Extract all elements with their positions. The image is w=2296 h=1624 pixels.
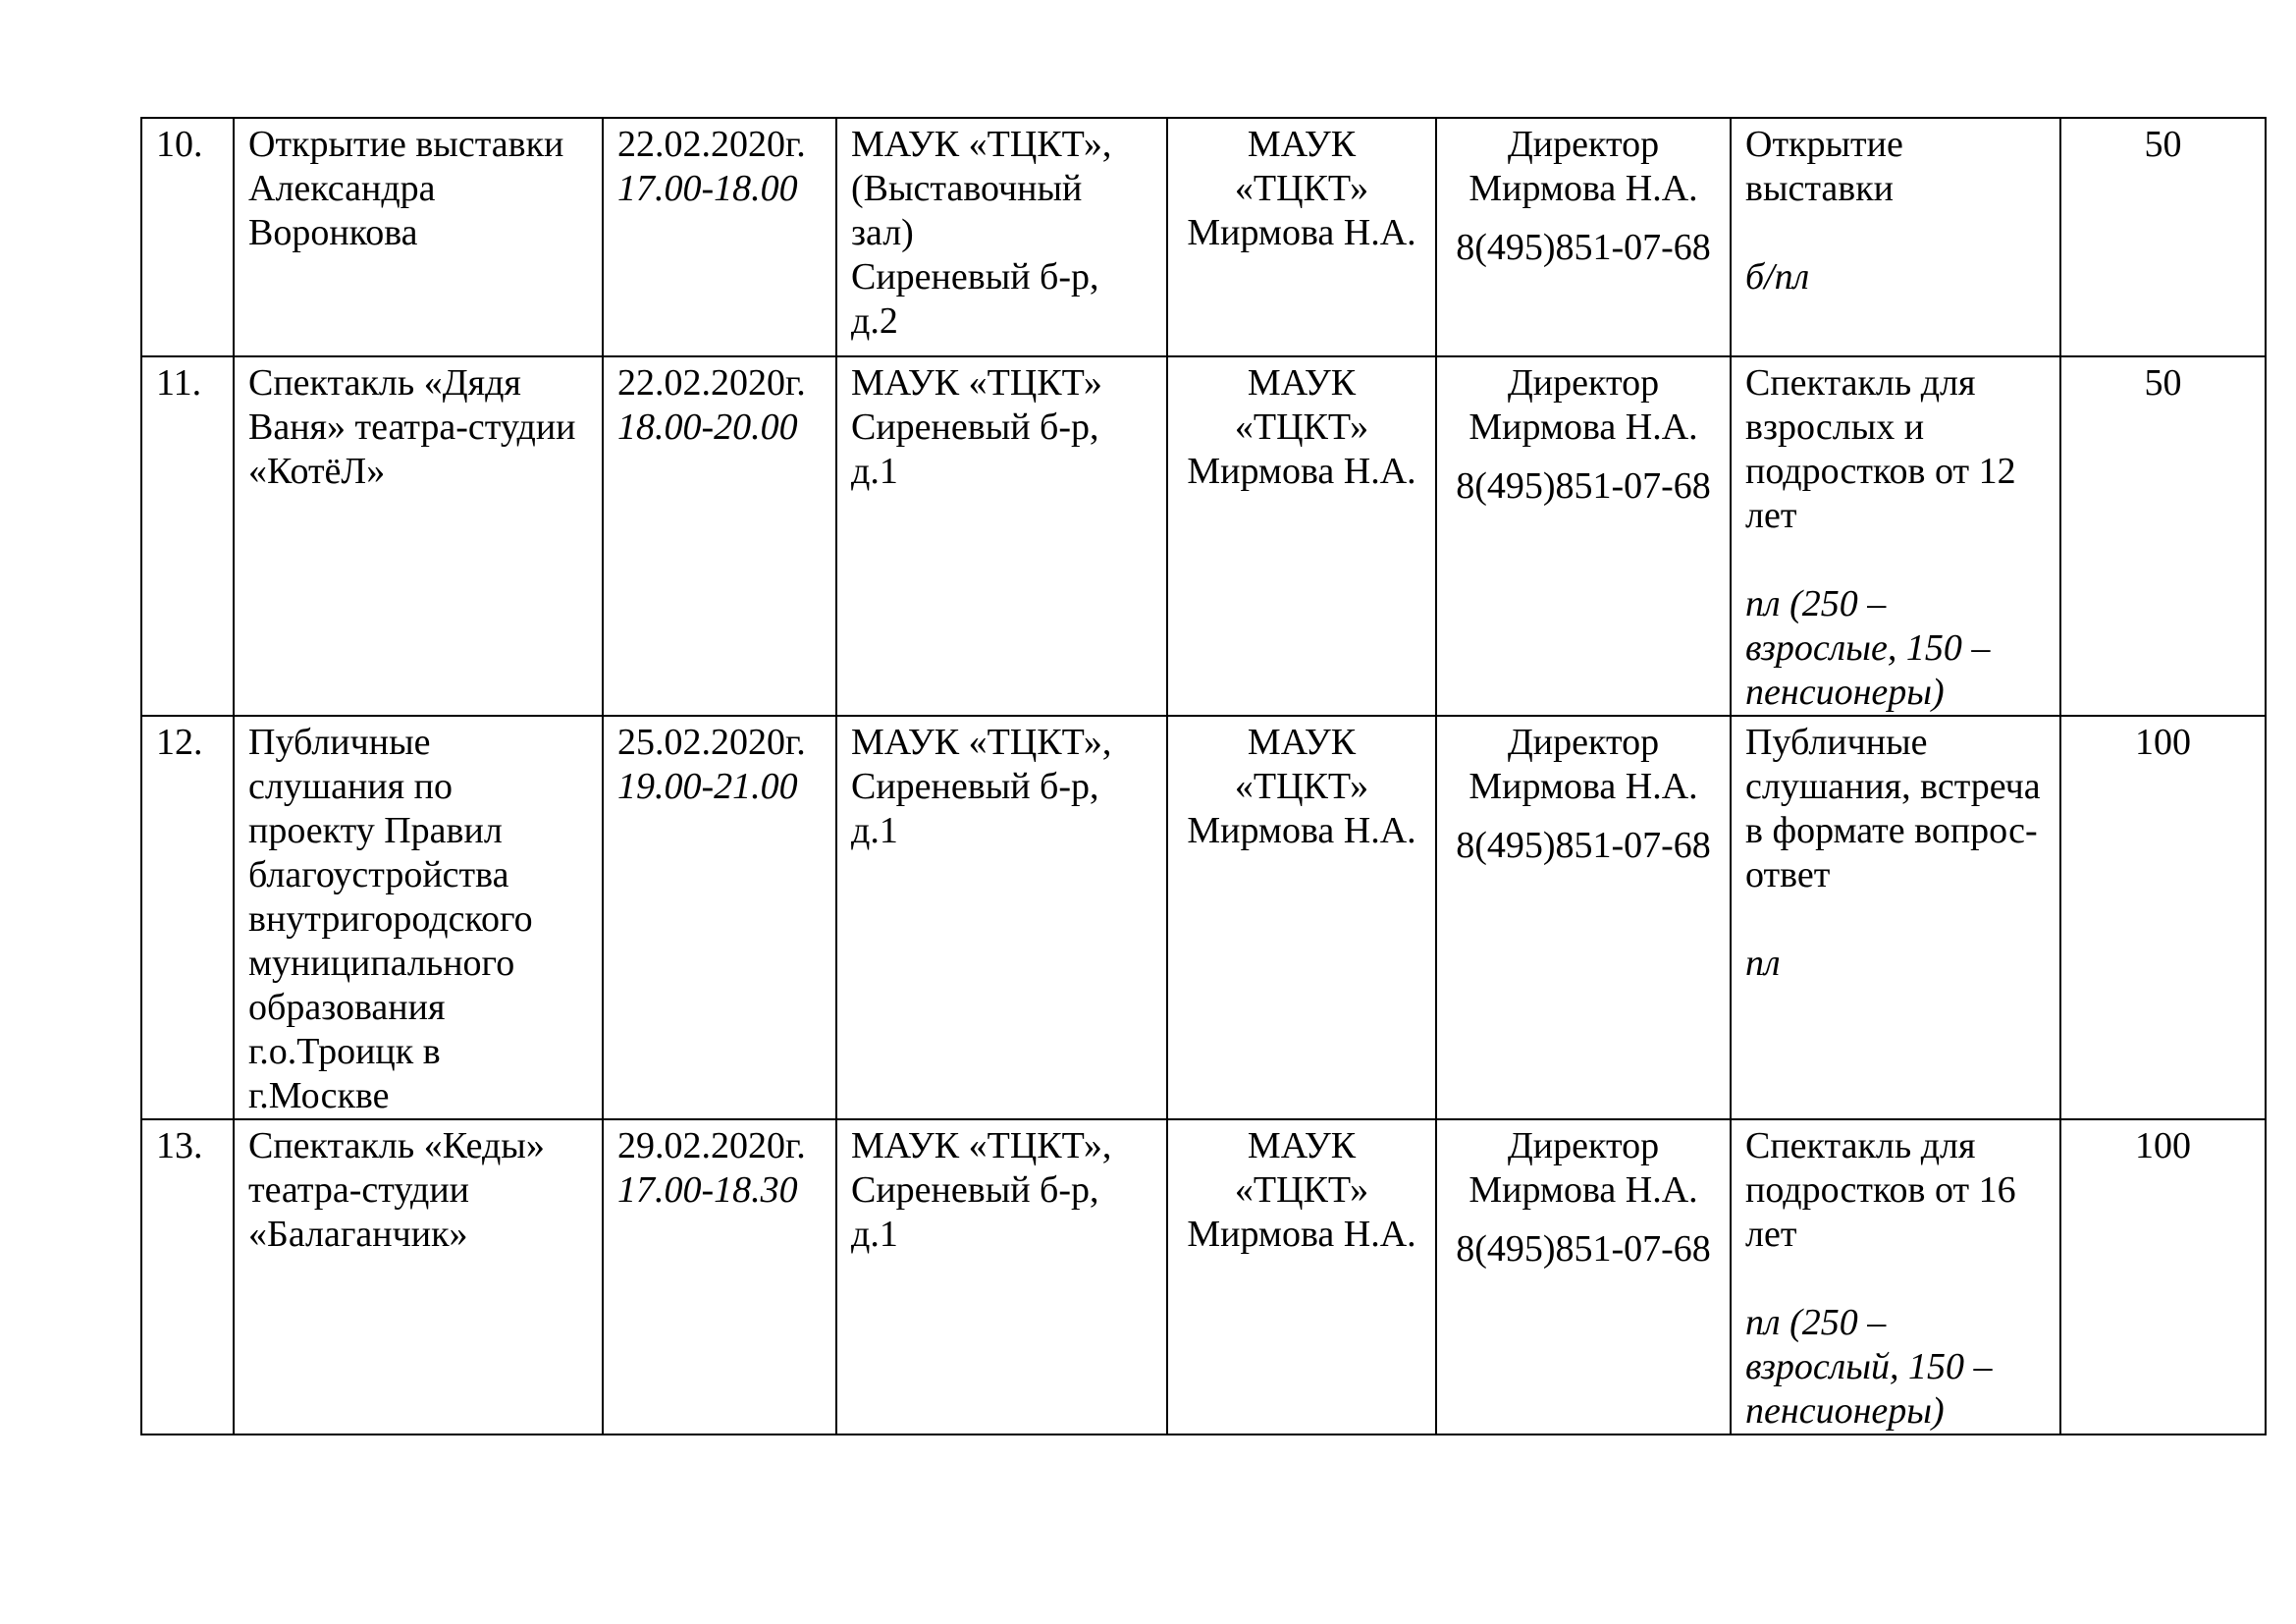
row-number: 12. [156, 722, 203, 763]
text-line: МАУК [1247, 1125, 1357, 1166]
text-line: д.2 [851, 300, 898, 342]
contact-phone: 8(495)851-07-68 [1456, 1228, 1711, 1270]
event-name-cell [234, 716, 603, 1119]
text-line: МАУК «ТЦКТ», [851, 124, 1112, 165]
spacer [1745, 538, 2046, 582]
text-line: д.1 [851, 1214, 898, 1255]
text-line: Спектакль «Дядя [248, 362, 521, 404]
event-time: 17.00-18.30 [617, 1169, 798, 1211]
event-name-cell [234, 118, 603, 356]
text-line: Мирмова Н.А. [1468, 1169, 1698, 1211]
contact-phone: 8(495)851-07-68 [1456, 227, 1711, 268]
text-line: Директор [1507, 722, 1660, 763]
responsible-cell [1436, 118, 1731, 356]
text-line: Спектакль для [1745, 362, 1976, 404]
text-line: Мирмова Н.А. [1187, 1214, 1416, 1255]
text-line: Мирмова Н.А. [1468, 168, 1698, 209]
text-line: «ТЦКТ» [1234, 1169, 1369, 1211]
events-table [140, 117, 2267, 1435]
text-line: проекту Правил [248, 810, 503, 851]
row-number-cell [141, 716, 234, 1119]
venue-cell [836, 118, 1167, 356]
text-line: МАУК «ТЦКТ», [851, 1125, 1112, 1166]
row-number: 10. [156, 124, 203, 165]
table-row [141, 356, 2266, 716]
date-time-cell [603, 118, 836, 356]
text-line: Мирмова Н.А. [1468, 406, 1698, 448]
description-cell [1731, 1119, 2060, 1435]
text-line: МАУК [1247, 722, 1357, 763]
text-line: д.1 [851, 451, 898, 492]
text-line: Спектакль «Кеды» [248, 1125, 545, 1166]
text-line: благоустройства [248, 854, 509, 895]
date-time-cell [603, 356, 836, 716]
event-name-cell [234, 1119, 603, 1435]
visitors-cell [2060, 356, 2266, 716]
text-line: Александра [248, 168, 436, 209]
visitors-count: 100 [2135, 722, 2191, 763]
text-line: б/пл [1745, 256, 1810, 298]
text-line: Сиреневый б-р, [851, 766, 1099, 807]
text-line: лет [1745, 1214, 1797, 1255]
row-number: 11. [156, 362, 202, 404]
text-line: г.о.Троицк в [248, 1031, 441, 1072]
row-number: 13. [156, 1125, 203, 1166]
event-name-cell [234, 356, 603, 716]
table-body [141, 118, 2266, 1435]
date-time-cell [603, 1119, 836, 1435]
text-line: в формате вопрос- [1745, 810, 2038, 851]
event-time: 17.00-18.00 [617, 168, 798, 209]
text-line: взрослые, 150 – [1745, 627, 1991, 669]
text-line: «КотёЛ» [248, 451, 386, 492]
text-line: Публичные [1745, 722, 1928, 763]
visitors-cell [2060, 716, 2266, 1119]
row-number-cell [141, 1119, 234, 1435]
text-line: ответ [1745, 854, 1831, 895]
text-line: «ТЦКТ» [1234, 766, 1369, 807]
table-row [141, 1119, 2266, 1435]
text-line: взрослый, 150 – [1745, 1346, 1993, 1387]
text-line: театра-студии [248, 1169, 469, 1211]
text-line: зал) [851, 212, 914, 253]
organizer-cell [1167, 356, 1436, 716]
text-line: подростков от 12 [1745, 451, 2016, 492]
text-line: муниципального [248, 943, 515, 984]
visitors-count: 100 [2135, 1125, 2191, 1166]
event-date: 25.02.2020г. [617, 722, 806, 763]
visitors-cell [2060, 118, 2266, 356]
row-number-cell [141, 118, 234, 356]
table-row [141, 716, 2266, 1119]
text-line: Сиреневый б-р, [851, 1169, 1099, 1211]
text-line: Мирмова Н.А. [1187, 810, 1416, 851]
text-line: Сиреневый б-р, [851, 256, 1099, 298]
text-line: образования [248, 987, 446, 1028]
date-time-cell [603, 716, 836, 1119]
description-cell [1731, 118, 2060, 356]
text-line: пл (250 – [1745, 1302, 1887, 1343]
text-line: Открытие [1745, 124, 1903, 165]
text-line: «ТЦКТ» [1234, 168, 1369, 209]
venue-cell [836, 356, 1167, 716]
text-line: взрослых и [1745, 406, 1925, 448]
text-line: Сиреневый б-р, [851, 406, 1099, 448]
event-date: 29.02.2020г. [617, 1125, 806, 1166]
spacer [1745, 1257, 2046, 1301]
contact-phone: 8(495)851-07-68 [1456, 465, 1711, 507]
text-line: выставки [1745, 168, 1895, 209]
table-row [141, 118, 2266, 356]
text-line: слушания, встреча [1745, 766, 2041, 807]
text-line: Ваня» театра-студии [248, 406, 576, 448]
description-cell [1731, 716, 2060, 1119]
spacer [1745, 211, 2046, 255]
text-line: Открытие выставки [248, 124, 564, 165]
text-line: пл [1745, 943, 1781, 984]
event-time: 18.00-20.00 [617, 406, 798, 448]
event-date: 22.02.2020г. [617, 362, 806, 404]
organizer-cell [1167, 1119, 1436, 1435]
visitors-count: 50 [2144, 362, 2182, 404]
text-line: Директор [1507, 1125, 1660, 1166]
text-line: слушания по [248, 766, 453, 807]
event-time: 19.00-21.00 [617, 766, 798, 807]
event-date: 22.02.2020г. [617, 124, 806, 165]
venue-cell [836, 716, 1167, 1119]
text-line: Воронкова [248, 212, 418, 253]
spacer [1745, 897, 2046, 942]
responsible-cell [1436, 716, 1731, 1119]
text-line: МАУК [1247, 362, 1357, 404]
text-line: «Балаганчик» [248, 1214, 468, 1255]
visitors-count: 50 [2144, 124, 2182, 165]
organizer-cell [1167, 118, 1436, 356]
text-line: Мирмова Н.А. [1468, 766, 1698, 807]
text-line: Директор [1507, 362, 1660, 404]
text-line: д.1 [851, 810, 898, 851]
visitors-cell [2060, 1119, 2266, 1435]
contact-phone: 8(495)851-07-68 [1456, 825, 1711, 866]
text-line: Мирмова Н.А. [1187, 212, 1416, 253]
text-line: Спектакль для [1745, 1125, 1976, 1166]
text-line: МАУК «ТЦКТ», [851, 722, 1112, 763]
text-line: г.Москве [248, 1075, 390, 1116]
text-line: пенсионеры) [1745, 1390, 1945, 1432]
organizer-cell [1167, 716, 1436, 1119]
text-line: внутригородского [248, 898, 533, 940]
text-line: Публичные [248, 722, 431, 763]
text-line: подростков от 16 [1745, 1169, 2016, 1211]
text-line: «ТЦКТ» [1234, 406, 1369, 448]
text-line: лет [1745, 495, 1797, 536]
text-line: пенсионеры) [1745, 672, 1945, 713]
text-line: (Выставочный [851, 168, 1083, 209]
description-cell [1731, 356, 2060, 716]
text-line: МАУК «ТЦКТ» [851, 362, 1102, 404]
text-line: Директор [1507, 124, 1660, 165]
responsible-cell [1436, 1119, 1731, 1435]
text-line: МАУК [1247, 124, 1357, 165]
text-line: Мирмова Н.А. [1187, 451, 1416, 492]
row-number-cell [141, 356, 234, 716]
text-line: пл (250 – [1745, 583, 1887, 624]
responsible-cell [1436, 356, 1731, 716]
venue-cell [836, 1119, 1167, 1435]
